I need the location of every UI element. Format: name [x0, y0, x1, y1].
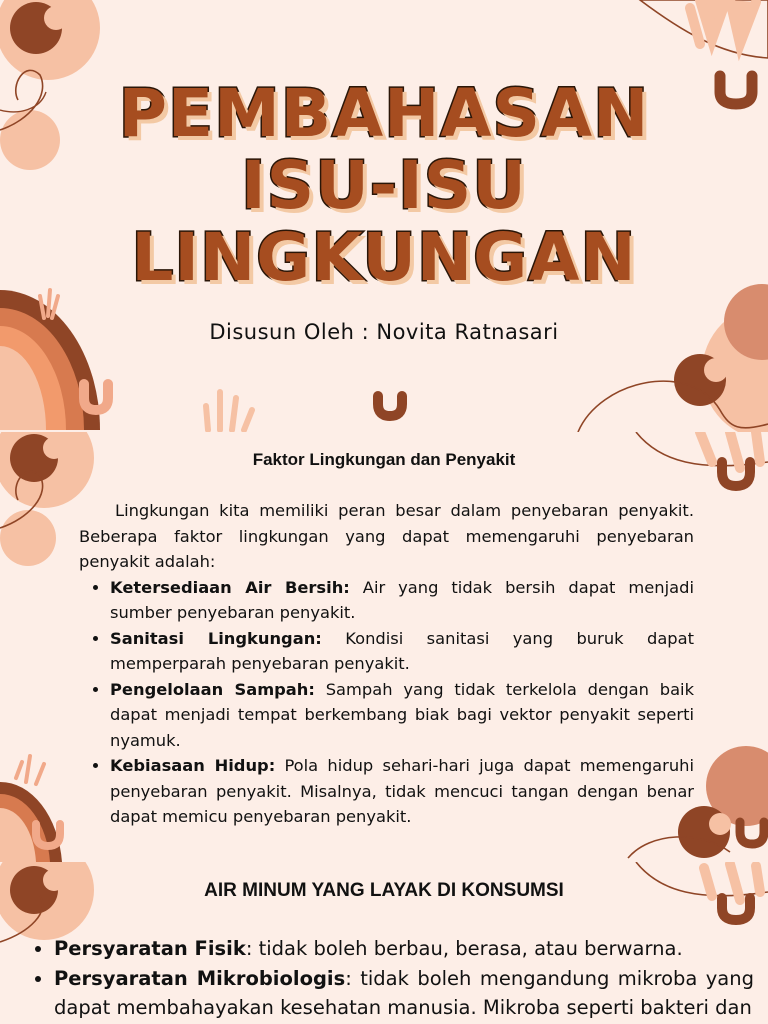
author-line: Disusun Oleh : Novita Ratnasari: [209, 320, 559, 344]
page2-bottom-left-rainbow-decoration: [0, 756, 62, 862]
page-factors: [0, 432, 768, 862]
list-item-text: : tidak boleh mengandung mikroba yang dapat membahayakan kesehatan manusia. Mikroba seperti bakteri dan: [54, 966, 754, 1019]
list-item-term: Sanitasi Lingkungan:: [110, 628, 322, 648]
list-item: [54, 964, 754, 1023]
factors-body: [79, 498, 694, 830]
list-item-text: Pola hidup sehari-hari juga dapat memengaruhi penyebaran penyakit. Misalnya, tidak mencuci tangan dengan benar dapat memicu penyebaran penyakit.: [110, 756, 694, 826]
bottom-center-decoration: [206, 392, 402, 430]
cover-title-line-3: LINGKUNGAN: [131, 219, 637, 296]
list-item-term: Persyaratan Mikrobiologis: [54, 966, 346, 990]
list-item-text: : tidak boleh berbau, berasa, atau berwarna.: [245, 937, 683, 960]
list-item-text: Kondisi sanitasi yang buruk dapat memperparah penyebaran penyakit.: [110, 628, 694, 673]
list-item-term: Persyaratan Fisik: [54, 937, 246, 960]
list-item: [110, 626, 694, 677]
list-item: [110, 677, 694, 754]
cover-page: [0, 0, 768, 432]
cover-title-line-1: PEMBAHASAN: [118, 75, 650, 152]
factors-list: [79, 575, 694, 830]
factors-intro-paragraph: Lingkungan kita memiliki peran besar dalam penyebaran penyakit. Beberapa faktor lingkungan yang dapat memengaruhi penyebaran penyakit adalah:: [79, 501, 694, 571]
list-item-text: Air yang tidak bersih dapat menjadi sumber penyebaran penyakit.: [110, 577, 694, 622]
list-item: [110, 575, 694, 626]
page-drinking-water: [0, 862, 768, 1024]
list-item: [110, 753, 694, 830]
list-item-term: Pengelolaan Sampah:: [110, 679, 315, 699]
left-rainbow-decoration: [0, 290, 108, 430]
section-heading-factors: Faktor Lingkungan dan Penyakit: [252, 450, 516, 469]
list-item-term: Kebiasaan Hidup:: [110, 756, 276, 775]
list-item-term: Ketersediaan Air Bersih:: [110, 577, 350, 597]
drinking-water-body: [32, 934, 754, 1023]
list-item: [54, 934, 754, 964]
requirements-list: [32, 934, 754, 1023]
section-heading-drinking-water: AIR MINUM YANG LAYAK DI KONSUMSI: [204, 880, 564, 901]
cover-title-line-2: ISU-ISU: [241, 147, 527, 224]
right-blob-decoration: [578, 284, 768, 432]
list-item-text: Sampah yang tidak terkelola dengan baik dapat menjadi tempat berkembang biak bagi vektor penyakit seperti nyamuk.: [110, 679, 694, 750]
page3-top-left-blob-decoration: [0, 862, 94, 942]
